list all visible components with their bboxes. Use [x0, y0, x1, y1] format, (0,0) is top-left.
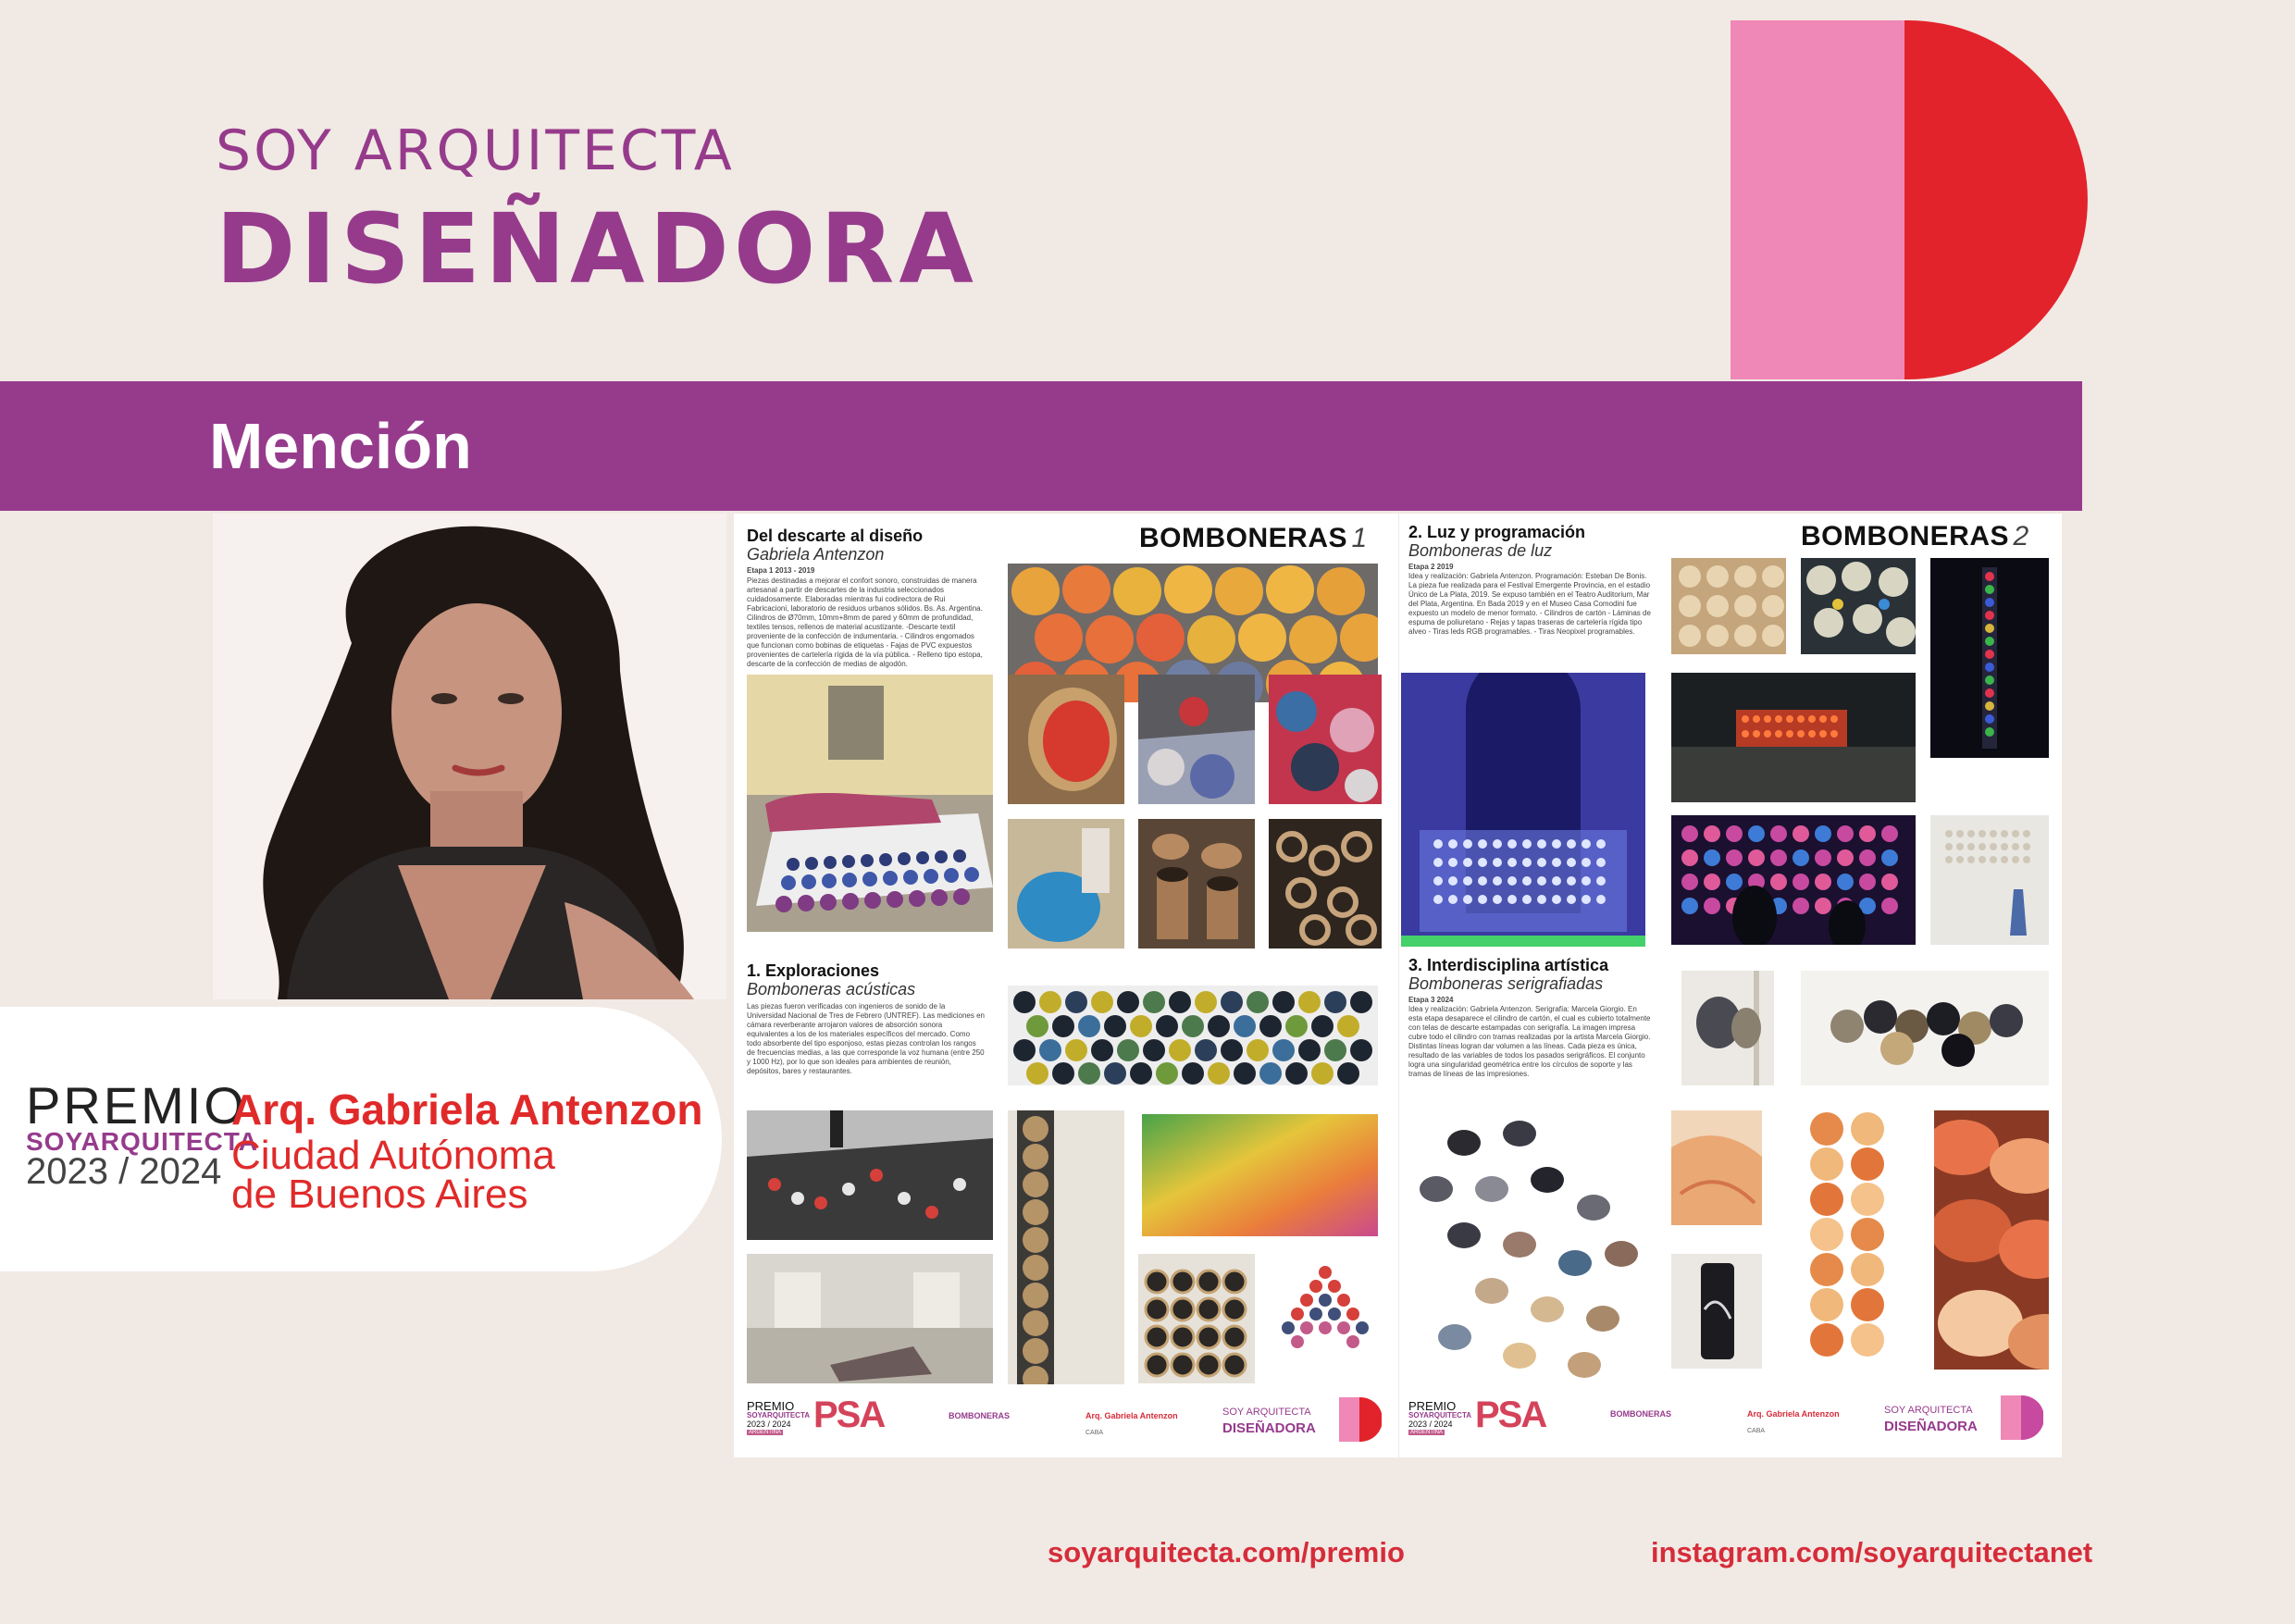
panel1-section1-title: Del descarte al diseño	[747, 527, 924, 545]
orange-discs-column-photo	[1801, 1110, 1901, 1370]
triangle-arrangement-photo	[1269, 1254, 1382, 1383]
rings-photo	[1269, 819, 1382, 948]
panel1-section2-subtitle: Bomboneras acústicas	[747, 980, 916, 998]
panel2-section2-text: Idea y realización: Gabriela Antenzon. Serigrafía: Marcela Giorgio. En esta etapa desaparece el cilindro de cartón, el cual es cubierto totalmente con telas de descarte estampadas con serigrafía. La imagen impresa cubre todo el cilindro con tramas realizadas por la artista Marcela Giorgio. Distintas líneas logran dar volumen a las líneas. Cada pieza es única, resultado de las variables de todos los pasados serigráficos. El conjunto logra una singularidad geométrica entre los círculos de soporte y las tramas de líneas de las impresiones.	[1408, 1005, 1651, 1078]
stacked-cylinders-photo	[1138, 1254, 1255, 1383]
panel1-section2-title: 1. Exploraciones	[747, 961, 880, 980]
cardboard-tubes-photo	[1138, 819, 1255, 948]
panel1-brand-number: 1	[1351, 523, 1368, 553]
panel2-brand-number: 2	[2013, 521, 2029, 552]
mention-label: Mención	[209, 410, 472, 482]
panel1-footer-architect: Arq. Gabriela Antenzon	[1085, 1411, 1178, 1420]
architect-name: Arq. Gabriela Antenzon	[231, 1085, 703, 1134]
city-line2: de Buenos Aires	[231, 1172, 528, 1217]
panel2-stage2: Etapa 3 2024	[1408, 996, 1454, 1004]
premio-years: 2023 / 2024	[26, 1151, 222, 1192]
closeup-discs-photo	[1934, 1110, 2049, 1370]
orange-print-photo	[1671, 1110, 1762, 1225]
poster-panel-1	[734, 514, 1398, 1457]
panel1-brand: BOMBONERAS	[1139, 523, 1348, 553]
floor-installation-photo	[747, 1110, 993, 1240]
panel1-footer-dis: DISEÑADORA	[1222, 1420, 1316, 1436]
premio-label: PREMIO	[26, 1076, 247, 1134]
city-line1: Ciudad Autónoma	[231, 1133, 555, 1178]
gallery-space-photo	[747, 1254, 993, 1383]
panel2-footer-premio: PREMIO	[1408, 1399, 1457, 1413]
panel2-psa-logo: PSA	[1475, 1395, 1546, 1435]
panel1-section1-subtitle: Gabriela Antenzon	[747, 545, 885, 564]
panel2-brand: BOMBONERAS	[1801, 521, 2010, 552]
panel2-section1-text: Idea y realización: Gabriela Antenzon. Programación: Esteban De Bonis. La pieza fue realizada para el Festival Emergente Provincia, en el estadio Único de La Plata, 2019. Se expuso también en el Teatro Auditorium, Mar del Plata, Argentina. En Bada 2019 y en el Museo Casa Comodini fue expuesto un modelo de menor formato. - Cilindros de cartón - Láminas de espuma de poliuretano - Rejas y tapas traseras de cartelería rígida tipo alveo - Tiras leds RGB programables. - Tiras Neopixel programables.	[1408, 572, 1651, 636]
blue-fabric-photo	[1008, 819, 1124, 948]
panel1-section2-text: Las piezas fueron verificadas con ingenieros de sonido de la Universidad Nacional de Tres de Febrero (UNTREF). Las mediciones en cámara reverberante arrojaron valores de absorción sonora equivalentes a los de los materiales específicos del mercado. Como todo absorbente del tipo esponjoso, estas piezas controlan los rangos de frecuencias medias, a las que corresponde la voz humana (entre 250 y 1000 Hz), por lo que son ideales para ambientes de reunión, depósitos, bares y restaurantes.	[747, 1002, 985, 1075]
panel2-footer-country: ARGENTINA	[1410, 1430, 1444, 1435]
room-installation-photo	[747, 675, 993, 932]
panel1-stage: Etapa 1 2013 - 2019	[747, 566, 815, 575]
panel2-d-logo-icon	[2001, 1395, 2043, 1444]
panel2-footer-dis: DISEÑADORA	[1884, 1419, 1978, 1434]
panel2-footer-project: BOMBONERAS	[1610, 1409, 1672, 1419]
white-wall-photo	[1930, 815, 2049, 945]
panel1-footer-brand: SOYARQUITECTA	[747, 1411, 811, 1419]
instagram-link[interactable]: instagram.com/soyarquitectanet	[1651, 1536, 2093, 1568]
scattered-discs-photo	[1408, 1106, 1655, 1383]
d-logo-icon	[1731, 20, 2088, 379]
fabric-scraps-photo-1	[1138, 675, 1255, 804]
panel2-brand-header	[1801, 521, 2028, 552]
panel1-psa-logo: PSA	[813, 1395, 885, 1435]
acoustic-panel-photo	[1008, 986, 1378, 1085]
panel2-footer-soy: SOY ARQUITECTA	[1884, 1405, 1973, 1416]
panel2-section1-subtitle: Bomboneras de luz	[1408, 541, 1553, 560]
panel2-footer-years: 2023 / 2024	[1408, 1419, 1453, 1429]
fabric-scraps-photo-2	[1269, 675, 1382, 804]
panel1-d-logo-icon	[1339, 1397, 1382, 1446]
column-photo	[1008, 1110, 1124, 1384]
panel2-stage1: Etapa 2 2019	[1408, 563, 1454, 571]
orange-led-wall-photo	[1671, 673, 1916, 802]
panel1-section1-text: Piezas destinadas a mejorar el confort sonoro, construidas de manera artesanal a partir de descartes de la industria seleccionados cuidadosamente. Elaboradas mientras fui codirectora de Rui Fabricacioni, laboratorio de residuos urbanos sólidos. Bs. As. Argentina. Cilindros de Ø70mm, 10mm+8mm de pared y 60mm de profundidad, textiles tensos, rellenos de material acustizante. -Descarte textil proveniente de la confección de indumentaria. - Cilindros engomados que funcionan como bobinas de etiquetas - Fajas de PVC expuestos provenientes de cartelería rígida de la vía pública. - Relleno tipo estopa, descarte de la confección de medias de algodón.	[747, 576, 983, 668]
premio-link[interactable]: soyarquitecta.com/premio	[1048, 1536, 1405, 1568]
panel1-footer-country: ARGENTINA	[749, 1430, 782, 1435]
arched-led-installation-photo	[1401, 673, 1645, 947]
panel2-section2-subtitle: Bomboneras serigrafiadas	[1408, 974, 1604, 993]
header-title-line2: DISEÑADORA	[216, 192, 978, 305]
people-led-wall-photo	[1671, 815, 1916, 945]
light-cylinders-photo-2	[1801, 558, 1916, 654]
led-column-photo	[1930, 558, 2049, 758]
light-cylinders-photo-1	[1671, 558, 1786, 654]
panel2-section2-title: 3. Interdisciplina artística	[1408, 956, 1609, 974]
premio-brand: SOYARQUITECTA	[26, 1127, 259, 1156]
panel1-footer-city: CABA	[1085, 1430, 1104, 1436]
color-gradient-panel-photo	[1138, 1110, 1382, 1240]
header-title-line1: SOY ARQUITECTA	[216, 118, 735, 183]
wall-discs-photo	[1681, 971, 1774, 1085]
panel2-section1-title: 2. Luz y programación	[1408, 523, 1586, 541]
black-cylinder-photo	[1671, 1254, 1762, 1369]
panel2-footer-brand: SOYARQUITECTA	[1408, 1411, 1472, 1419]
poster-panel-2	[1399, 514, 2062, 1457]
panel1-footer-premio: PREMIO	[747, 1399, 795, 1413]
panel1-footer-project: BOMBONERAS	[949, 1411, 1011, 1420]
disc-cluster-photo	[1801, 971, 2049, 1085]
architect-portrait	[213, 514, 726, 999]
red-tube-photo	[1008, 675, 1124, 804]
panel1-footer-soy: SOY ARQUITECTA	[1222, 1407, 1311, 1418]
panel1-brand-header	[1139, 523, 1367, 554]
panel2-footer-architect: Arq. Gabriela Antenzon	[1747, 1409, 1840, 1419]
panel1-footer-years: 2023 / 2024	[747, 1419, 791, 1429]
panel2-footer-city: CABA	[1747, 1428, 1766, 1434]
